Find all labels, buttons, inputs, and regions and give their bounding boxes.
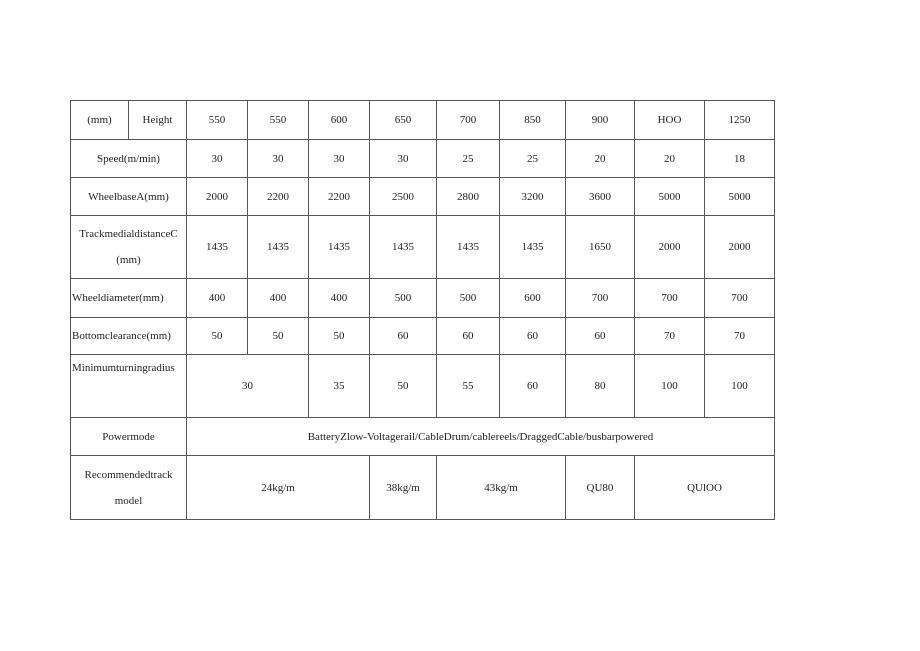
table-cell: 70 xyxy=(705,318,775,355)
table-cell: 1435 xyxy=(437,216,500,279)
table-row-bottom-clearance xyxy=(71,318,775,355)
table-row-turning-radius xyxy=(71,355,775,418)
wheelbase-label-cell: WheelbaseA(mm) xyxy=(71,178,187,216)
table-cell: 2000 xyxy=(187,178,248,216)
table-cell: 2500 xyxy=(370,178,437,216)
table-cell: 1435 xyxy=(309,216,370,279)
table-cell: 35 xyxy=(309,355,370,418)
table-cell: 30 xyxy=(187,355,309,418)
table-cell: 50 xyxy=(187,318,248,355)
table-cell: 100 xyxy=(705,355,775,418)
specification-table xyxy=(70,100,775,520)
track-model-label-line1: Recommendedtrack xyxy=(84,468,173,481)
bottom-clearance-label-cell: Bottomclearance(mm) xyxy=(71,318,187,355)
height-unit-cell: (mm) xyxy=(71,101,129,140)
table-cell: 500 xyxy=(437,279,500,318)
table-cell: 1435 xyxy=(248,216,309,279)
table-cell: 70 xyxy=(635,318,705,355)
table-cell: 700 xyxy=(705,279,775,318)
table-cell: 80 xyxy=(566,355,635,418)
table-cell: 30 xyxy=(309,140,370,178)
table-cell: 3600 xyxy=(566,178,635,216)
track-distance-label-line1: TrackmedialdistanceC xyxy=(79,228,178,240)
table-cell: 700 xyxy=(635,279,705,318)
speed-label-cell: Speed(m/min) xyxy=(71,140,187,178)
table-row-track-model xyxy=(71,456,775,520)
table-cell: 850 xyxy=(500,101,566,140)
table-cell: 24kg/m xyxy=(187,456,370,520)
table-cell: 1435 xyxy=(187,216,248,279)
table-cell: 2200 xyxy=(248,178,309,216)
table-cell: 600 xyxy=(309,101,370,140)
height-label-cell: Height xyxy=(129,101,187,140)
table-cell: 5000 xyxy=(635,178,705,216)
table-row-power-mode xyxy=(71,418,775,456)
table-cell: 20 xyxy=(635,140,705,178)
table-cell: 1650 xyxy=(566,216,635,279)
table-cell: 400 xyxy=(187,279,248,318)
table-cell: 30 xyxy=(187,140,248,178)
table-row-speed xyxy=(71,140,775,178)
table-row-track-distance xyxy=(71,216,775,279)
table-cell: 1435 xyxy=(370,216,437,279)
table-cell: 25 xyxy=(437,140,500,178)
power-mode-value-cell: BatteryZlow-Voltagerail/CableDrum/cablereels/DraggedCable/busbarpowered xyxy=(187,418,775,456)
table-cell: 30 xyxy=(248,140,309,178)
table-cell: 18 xyxy=(705,140,775,178)
table-cell: 50 xyxy=(309,318,370,355)
turning-radius-label-cell: Minimumturningradius xyxy=(71,355,187,418)
table-cell: 2800 xyxy=(437,178,500,216)
table-cell: 1250 xyxy=(705,101,775,140)
table-cell: 20 xyxy=(566,140,635,178)
table-cell: 60 xyxy=(500,318,566,355)
table-row-wheelbase xyxy=(71,178,775,216)
table-cell: 5000 xyxy=(705,178,775,216)
table-cell: 2200 xyxy=(309,178,370,216)
table-cell: 400 xyxy=(248,279,309,318)
table-cell: 60 xyxy=(370,318,437,355)
table-cell: 700 xyxy=(566,279,635,318)
table-cell: 700 xyxy=(437,101,500,140)
table-cell: 900 xyxy=(566,101,635,140)
table-cell: QU80 xyxy=(566,456,635,520)
table-cell: 38kg/m xyxy=(370,456,437,520)
table-cell: 60 xyxy=(566,318,635,355)
track-model-label-line2: model xyxy=(114,494,143,507)
table-cell: 60 xyxy=(437,318,500,355)
table-cell: 50 xyxy=(370,355,437,418)
track-distance-label-cell xyxy=(71,216,187,279)
table-cell: 500 xyxy=(370,279,437,318)
track-model-label-cell xyxy=(71,456,187,520)
table-cell: 100 xyxy=(635,355,705,418)
table-cell: 400 xyxy=(309,279,370,318)
table-cell: 3200 xyxy=(500,178,566,216)
power-mode-label-cell: Powermode xyxy=(71,418,187,456)
table-cell: 60 xyxy=(500,355,566,418)
wheel-diameter-label-cell: Wheeldiameter(mm) xyxy=(71,279,187,318)
table-cell: 550 xyxy=(187,101,248,140)
table-cell: 50 xyxy=(248,318,309,355)
table-cell: 550 xyxy=(248,101,309,140)
table-cell: 43kg/m xyxy=(437,456,566,520)
table-cell: 2000 xyxy=(705,216,775,279)
table-cell: 55 xyxy=(437,355,500,418)
table-cell: 1435 xyxy=(500,216,566,279)
table-cell: 25 xyxy=(500,140,566,178)
table-cell: HOO xyxy=(635,101,705,140)
table-cell: QUlOO xyxy=(635,456,775,520)
table-cell: 600 xyxy=(500,279,566,318)
table-row-height xyxy=(71,101,775,140)
track-distance-label-line2: (mm) xyxy=(116,254,141,266)
table-cell: 30 xyxy=(370,140,437,178)
table-cell: 650 xyxy=(370,101,437,140)
table-cell: 2000 xyxy=(635,216,705,279)
table-row-wheel-diameter xyxy=(71,279,775,318)
